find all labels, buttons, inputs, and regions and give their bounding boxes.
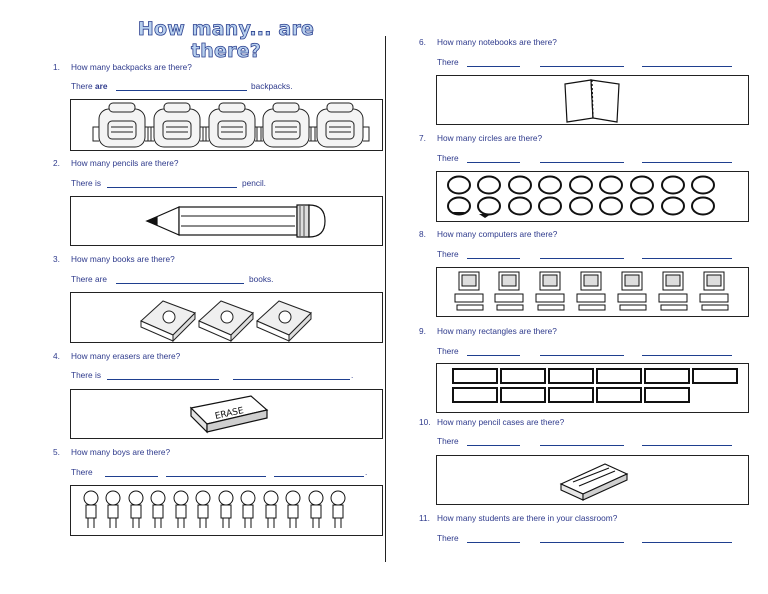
answer-blank-2[interactable] [540,162,624,163]
rectangle-shape [549,369,593,383]
circle-shape [448,198,470,215]
answer-blank-1[interactable] [467,258,520,259]
rectangle-shape [501,369,545,383]
answer-blank-1[interactable] [467,355,520,356]
question-text: How many books are there? [71,254,175,264]
circle-shape [662,198,684,215]
computer-icon [495,272,523,310]
column-divider [385,36,386,562]
book-icon [199,301,253,341]
circle-shape [448,177,470,194]
question-number: 4. [53,351,60,361]
backpack-icon [148,103,206,147]
book-icon [257,301,311,341]
question-3 [53,254,175,264]
circle-shape [478,198,500,215]
answer-blank-3[interactable] [642,542,732,543]
boy-icon [309,491,323,528]
answer-prefix: There [71,81,95,91]
rectangle-shape [453,388,497,402]
question-number: 5. [53,447,60,457]
answer-blank-3[interactable] [642,355,732,356]
question-number: 6. [419,37,426,47]
question-text: How many circles are there? [437,133,543,143]
question-8 [419,229,557,239]
question-number: 8. [419,229,426,239]
answer-blank-3[interactable] [642,258,732,259]
boy-icon [106,491,120,528]
answer-suffix: backpacks. [251,81,293,91]
question-text: How many boys are there? [71,447,171,457]
backpacks-image-box [70,99,383,151]
question-text: How many pencils are there? [71,158,179,168]
rectangle-shape [597,388,641,402]
boy-icon [286,491,300,528]
answer-blank-2[interactable] [540,445,624,446]
circle-shape [570,198,592,215]
answer-prefix: There [437,436,459,446]
backpack-icon [203,103,261,147]
backpacks-illustration [71,100,382,150]
question-text: How many notebooks are there? [437,37,557,47]
rectangle-shape [501,388,545,402]
question-text: How many rectangles are there? [437,326,557,336]
answer-prefix: There [437,57,459,67]
answer-prefix: There [437,533,459,543]
answer-prefix: There [437,346,459,356]
computer-icon [577,272,605,310]
circle-shape [600,177,622,194]
circles-image-box [436,171,749,222]
notebook-image-box [436,75,749,125]
answer-blank-2[interactable] [166,476,266,477]
books-image-box [70,292,383,343]
answer-prefix: There are [71,274,107,284]
rectangles-illustration [437,364,748,412]
notebook-icon [437,76,748,124]
question-text: How many computers are there? [437,229,558,239]
answer-blank-1[interactable] [467,445,520,446]
question-10 [419,417,564,427]
question-1 [53,62,192,72]
answer-prefix: There is [71,178,101,188]
eraser-icon [71,390,382,438]
computer-icon [700,272,728,310]
pencil-case-image-box [436,455,749,505]
pencil-image-box [70,196,383,246]
question-number: 11. [419,513,430,523]
backpack-icon [93,103,151,147]
rectangle-shape [645,369,689,383]
question-text: How many backpacks are there? [71,62,192,72]
boy-icon [174,491,188,528]
circle-shape [509,198,531,215]
rectangles-image-box [436,363,749,413]
question-6 [419,37,557,47]
question-number: 3. [53,254,60,264]
answer-blank-2[interactable] [540,258,624,259]
boy-icon [151,491,165,528]
book-icon [141,301,195,341]
question-text: How many pencil cases are there? [437,417,565,427]
answer-suffix: . [365,467,368,477]
answer-suffix: . [351,370,354,380]
computers-image-box [436,267,749,317]
answer-blank[interactable] [116,90,247,91]
computer-icon [659,272,687,310]
answer-prefix: There [437,249,459,259]
question-text: How many students are there in your classroom? [437,513,618,523]
answer-blank-3[interactable] [642,66,732,67]
boy-icon [264,491,278,528]
answer-blank-3[interactable] [642,162,732,163]
backpack-icon [257,103,315,147]
answer-blank-1[interactable] [467,162,520,163]
pencil-case-icon [437,456,748,504]
page-title: How many... are there? [137,18,315,62]
boy-icon [331,491,345,528]
boy-icon [241,491,255,528]
question-5 [53,447,170,457]
answer-blank-2[interactable] [540,66,624,67]
answer-blank-1[interactable] [467,542,520,543]
question-9 [419,326,557,336]
answer-prefix: There [437,153,459,163]
rectangle-shape [645,388,689,402]
backpack-icon [311,103,369,147]
answer-blank[interactable] [107,187,237,188]
circle-shape [539,198,561,215]
eraser-label: ERASE [214,406,245,422]
computers-illustration [437,268,748,316]
boy-icon [129,491,143,528]
circle-shape [631,198,653,215]
boy-icon [84,491,98,528]
answer-blank-3[interactable] [274,476,364,477]
answer-prefix: There [71,467,93,477]
answer-verb: are [94,81,108,91]
computer-icon [536,272,564,310]
boys-illustration [71,486,382,535]
box-gap [178,435,262,438]
eraser-image-box [70,389,383,439]
rectangle-shape [453,369,497,383]
computer-icon [455,272,483,310]
books-illustration [71,293,382,342]
answer-suffix: pencil. [242,178,266,188]
circle-shape [509,177,531,194]
answer-blank-1[interactable] [107,379,219,380]
box-gap [560,501,616,504]
rectangle-shape [693,369,737,383]
boy-icon [219,491,233,528]
question-4 [53,351,180,361]
rectangle-shape [597,369,641,383]
answer-prefix: There is [71,370,101,380]
answer-blank-1[interactable] [105,476,158,477]
question-7 [419,133,542,143]
boys-image-box [70,485,383,536]
circle-shape [600,198,622,215]
circle-shape [478,177,500,194]
answer-suffix: books. [249,274,274,284]
circle-shape [539,177,561,194]
question-2 [53,158,178,168]
answer-line-1 [71,81,107,91]
boy-icon [196,491,210,528]
pencil-icon [71,197,382,245]
question-number: 2. [53,158,60,168]
circles-illustration [437,172,748,221]
answer-blank-1[interactable] [467,66,520,67]
answer-blank[interactable] [116,283,244,284]
circle-shape [631,177,653,194]
circle-shape [570,177,592,194]
computer-icon [618,272,646,310]
rectangle-shape [549,388,593,402]
question-number: 1. [53,62,60,72]
answer-blank-3[interactable] [642,445,732,446]
circle-shape [692,177,714,194]
question-text: How many erasers are there? [71,351,181,361]
question-11 [419,513,617,523]
answer-blank-2[interactable] [233,379,350,380]
question-number: 9. [419,326,426,336]
answer-blank-2[interactable] [540,355,624,356]
circle-shape [692,198,714,215]
circle-shape [662,177,684,194]
question-number: 7. [419,133,426,143]
answer-blank-2[interactable] [540,542,624,543]
question-number: 10. [419,417,431,427]
